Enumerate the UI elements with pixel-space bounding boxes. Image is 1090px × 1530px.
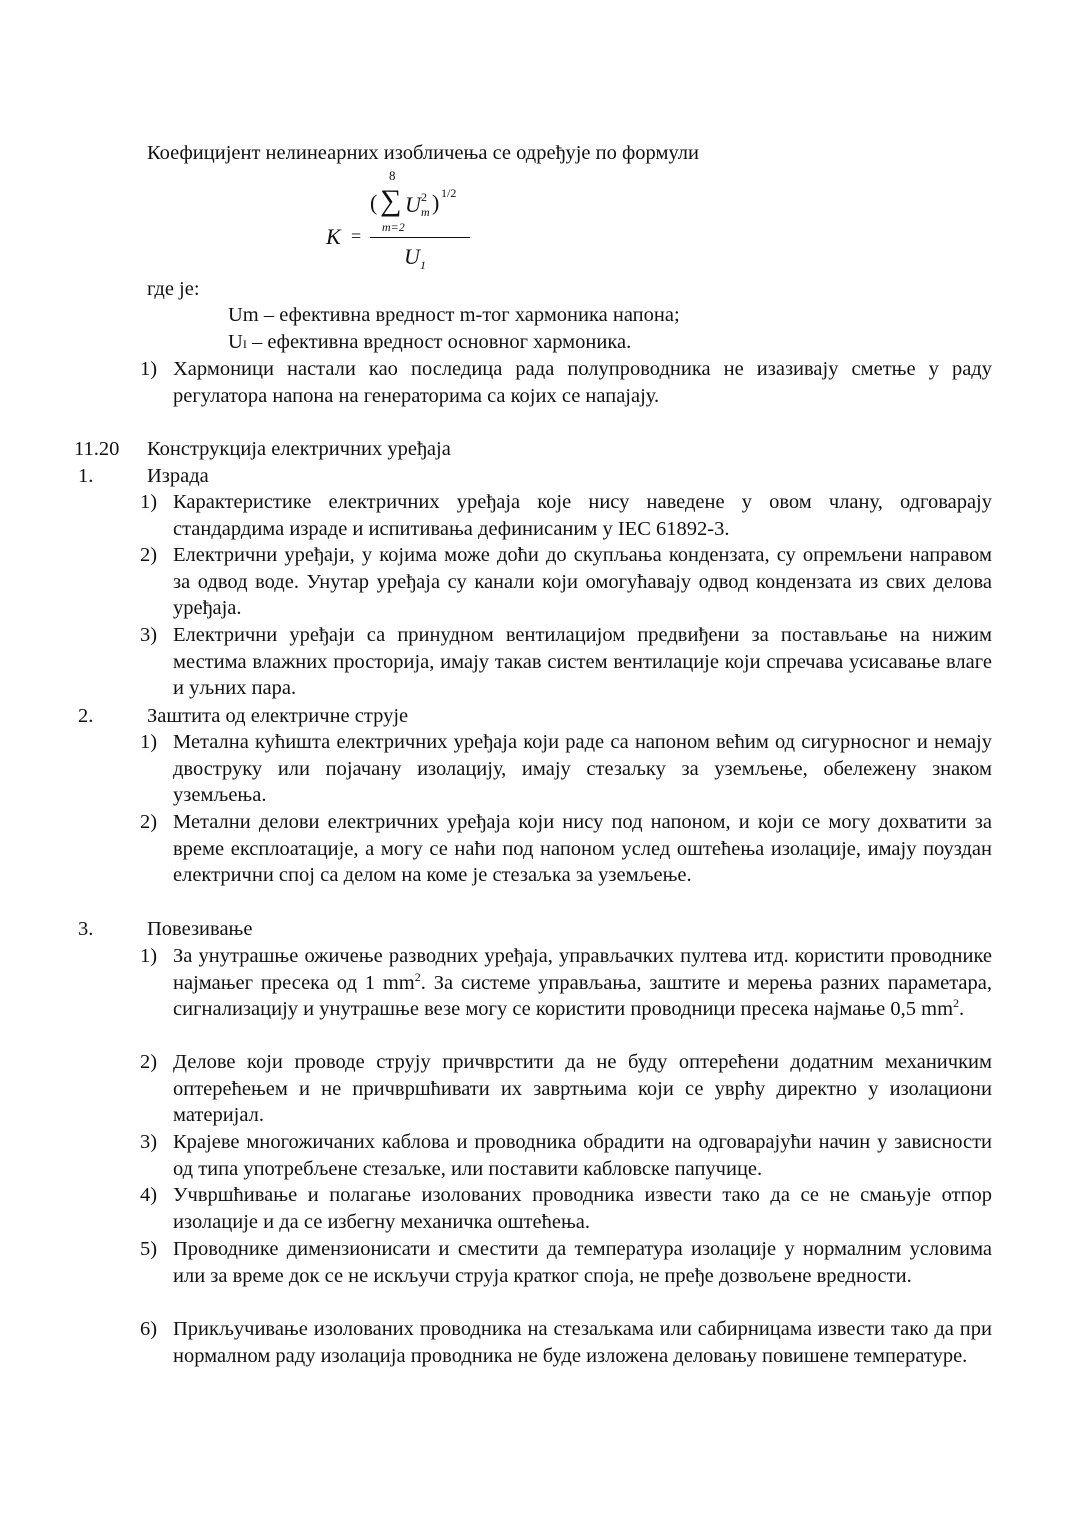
item-text: Делове који проводе струју причврстити да не буду оптерећени додатним механичким оптерећењем и не причвршћивати их завртњима који се уврћу директно у изолациони материјал. [173, 1051, 992, 1127]
subsection-title: Заштита од електричне струје [147, 705, 409, 727]
item-text: Електрични уређаји са принудном вентилацијом предвиђени за постављање на нижим местима влажних просторија, имају такав систем вентилације који спречава усисавање влаге и уљних пара. [173, 624, 992, 700]
intro-text: Коефицијент нелинеарних изобличења се одређује по формули [147, 142, 699, 164]
list-item [140, 1182, 992, 1235]
subsection-title: Израда [147, 465, 209, 487]
list-item [140, 622, 992, 702]
section-title: Конструкција електричних уређаја [147, 438, 451, 460]
list-item [140, 943, 992, 1023]
sigma-icon: ∑ [380, 184, 402, 217]
sum-lower-limit: m=2 [382, 220, 405, 234]
distortion-formula [320, 168, 490, 278]
text-part: . [959, 998, 965, 1021]
list-item [140, 542, 992, 622]
superscript: 2 [414, 969, 421, 984]
def-text: – ефективна вредност основног хармоника. [246, 331, 632, 353]
variable-subscript: m [421, 205, 430, 219]
formula-denominator: U [404, 244, 420, 269]
formula-exponent: 1/2 [441, 186, 457, 200]
formula-numerator [370, 168, 480, 236]
denominator-subscript: 1 [420, 258, 426, 272]
item-number: 3) [140, 624, 158, 646]
list-item [140, 1236, 992, 1289]
list-item [140, 489, 992, 542]
sum-upper-limit: 8 [389, 168, 396, 183]
text-part: За унутрашње ожичење разводних уређаја, управљачких пултева итд. користити проводнике најмањег пресека од 1 mm [173, 945, 992, 994]
list-item [140, 729, 992, 809]
list-item [140, 809, 992, 889]
text-part: . За системе управљања, заштите и мерења разних параметара, сигнализацију и унутрашње везе могу се користити проводници пресека најмање 0,5 mm [173, 971, 992, 1021]
subsection-number: 1. [78, 465, 94, 487]
item-number: 1) [140, 945, 158, 967]
def-symbol: U [228, 331, 243, 353]
subsection-title: Повезивање [147, 918, 253, 940]
item-text: Учвршћивање и полагање изолованих проводника извести тако да се не смањује отпор изолације и да се избегну механичка оштећења. [173, 1184, 992, 1233]
item-text: Прикључивање изолованих проводника на стезаљкама или сабирницама извести тако да при нормалном раду изолација проводника не буде изложена деловању повишене температуре. [173, 1318, 992, 1367]
list-item [140, 1316, 992, 1369]
item-number: 3) [140, 1131, 158, 1153]
item-text: Проводнике димензионисати и сместити да температура изолације у нормалним условима или за време док се не искључи струја кратког споја, не пређе дозвољене вредности. [173, 1238, 992, 1287]
where-label: где је: [147, 278, 200, 300]
item-number: 1) [140, 731, 158, 753]
definition-u1 [228, 329, 631, 357]
item-number: 1) [140, 491, 158, 513]
item-text: Крајеве многожичаних каблова и проводника обрадити на одговарајући начин у зависности од типа употребљене стезаљке, или поставити кабловске папучице. [173, 1131, 992, 1180]
definition-um: Um – ефективна вредност m-тог хармоника напона; [228, 304, 680, 326]
section-number: 11.20 [74, 438, 120, 460]
variable-superscript: 2 [421, 190, 427, 204]
def-symbol-sub: I [242, 337, 247, 351]
item-number: 6) [140, 1318, 158, 1340]
item-number: 1) [140, 358, 158, 380]
item-number: 4) [140, 1184, 158, 1206]
item-text: Електрични уређаји, у којима може доћи до скупљања кондензата, су опремљени направом за одвод воде. Унутар уређаја су канали који омогућавају одвод кондензата из свих делова уређаја. [173, 544, 992, 620]
subsection-number: 3. [78, 918, 94, 940]
formula-variable: U [405, 192, 421, 217]
item-text: Хармоници настали као последица рада полупроводника не изазивају сметње у раду регулатора напона на генераторима са којих се напајају. [173, 358, 992, 407]
paren-close: ) [432, 190, 440, 215]
item-text: Метални делови електричних уређаја који нису под напоном, и који се могу дохватити за време експлоатације, а могу се наћи под напоном услед оштећења изолације, имају поуздан електрични спој са делом на коме је стезаљка за уземљење. [173, 811, 992, 887]
item-text [173, 943, 992, 1023]
superscript: 2 [953, 996, 960, 1011]
subsection-number: 2. [78, 705, 94, 727]
paren-open: ( [370, 190, 378, 215]
list-item [140, 356, 992, 409]
item-number: 5) [140, 1238, 158, 1260]
fraction-bar [370, 237, 470, 238]
item-number: 2) [140, 1051, 158, 1073]
item-text: Метална кућишта електричних уређаја који раде са напоном већим од сигурносног и немају двоструку или појачану изолацију, имају стезаљку за уземљење, обележену знаком уземљења. [173, 731, 992, 807]
list-item [140, 1129, 992, 1182]
item-number: 2) [140, 544, 158, 566]
formula-lhs: K [326, 224, 341, 249]
list-item [140, 1049, 992, 1129]
item-text: Карактеристике електричних уређаја које нису наведене у овом члану, одговарају стандардима израде и испитивања дефинисаним у IEC 61892-3. [173, 491, 992, 540]
formula-equals: = [351, 226, 362, 246]
item-number: 2) [140, 811, 158, 833]
